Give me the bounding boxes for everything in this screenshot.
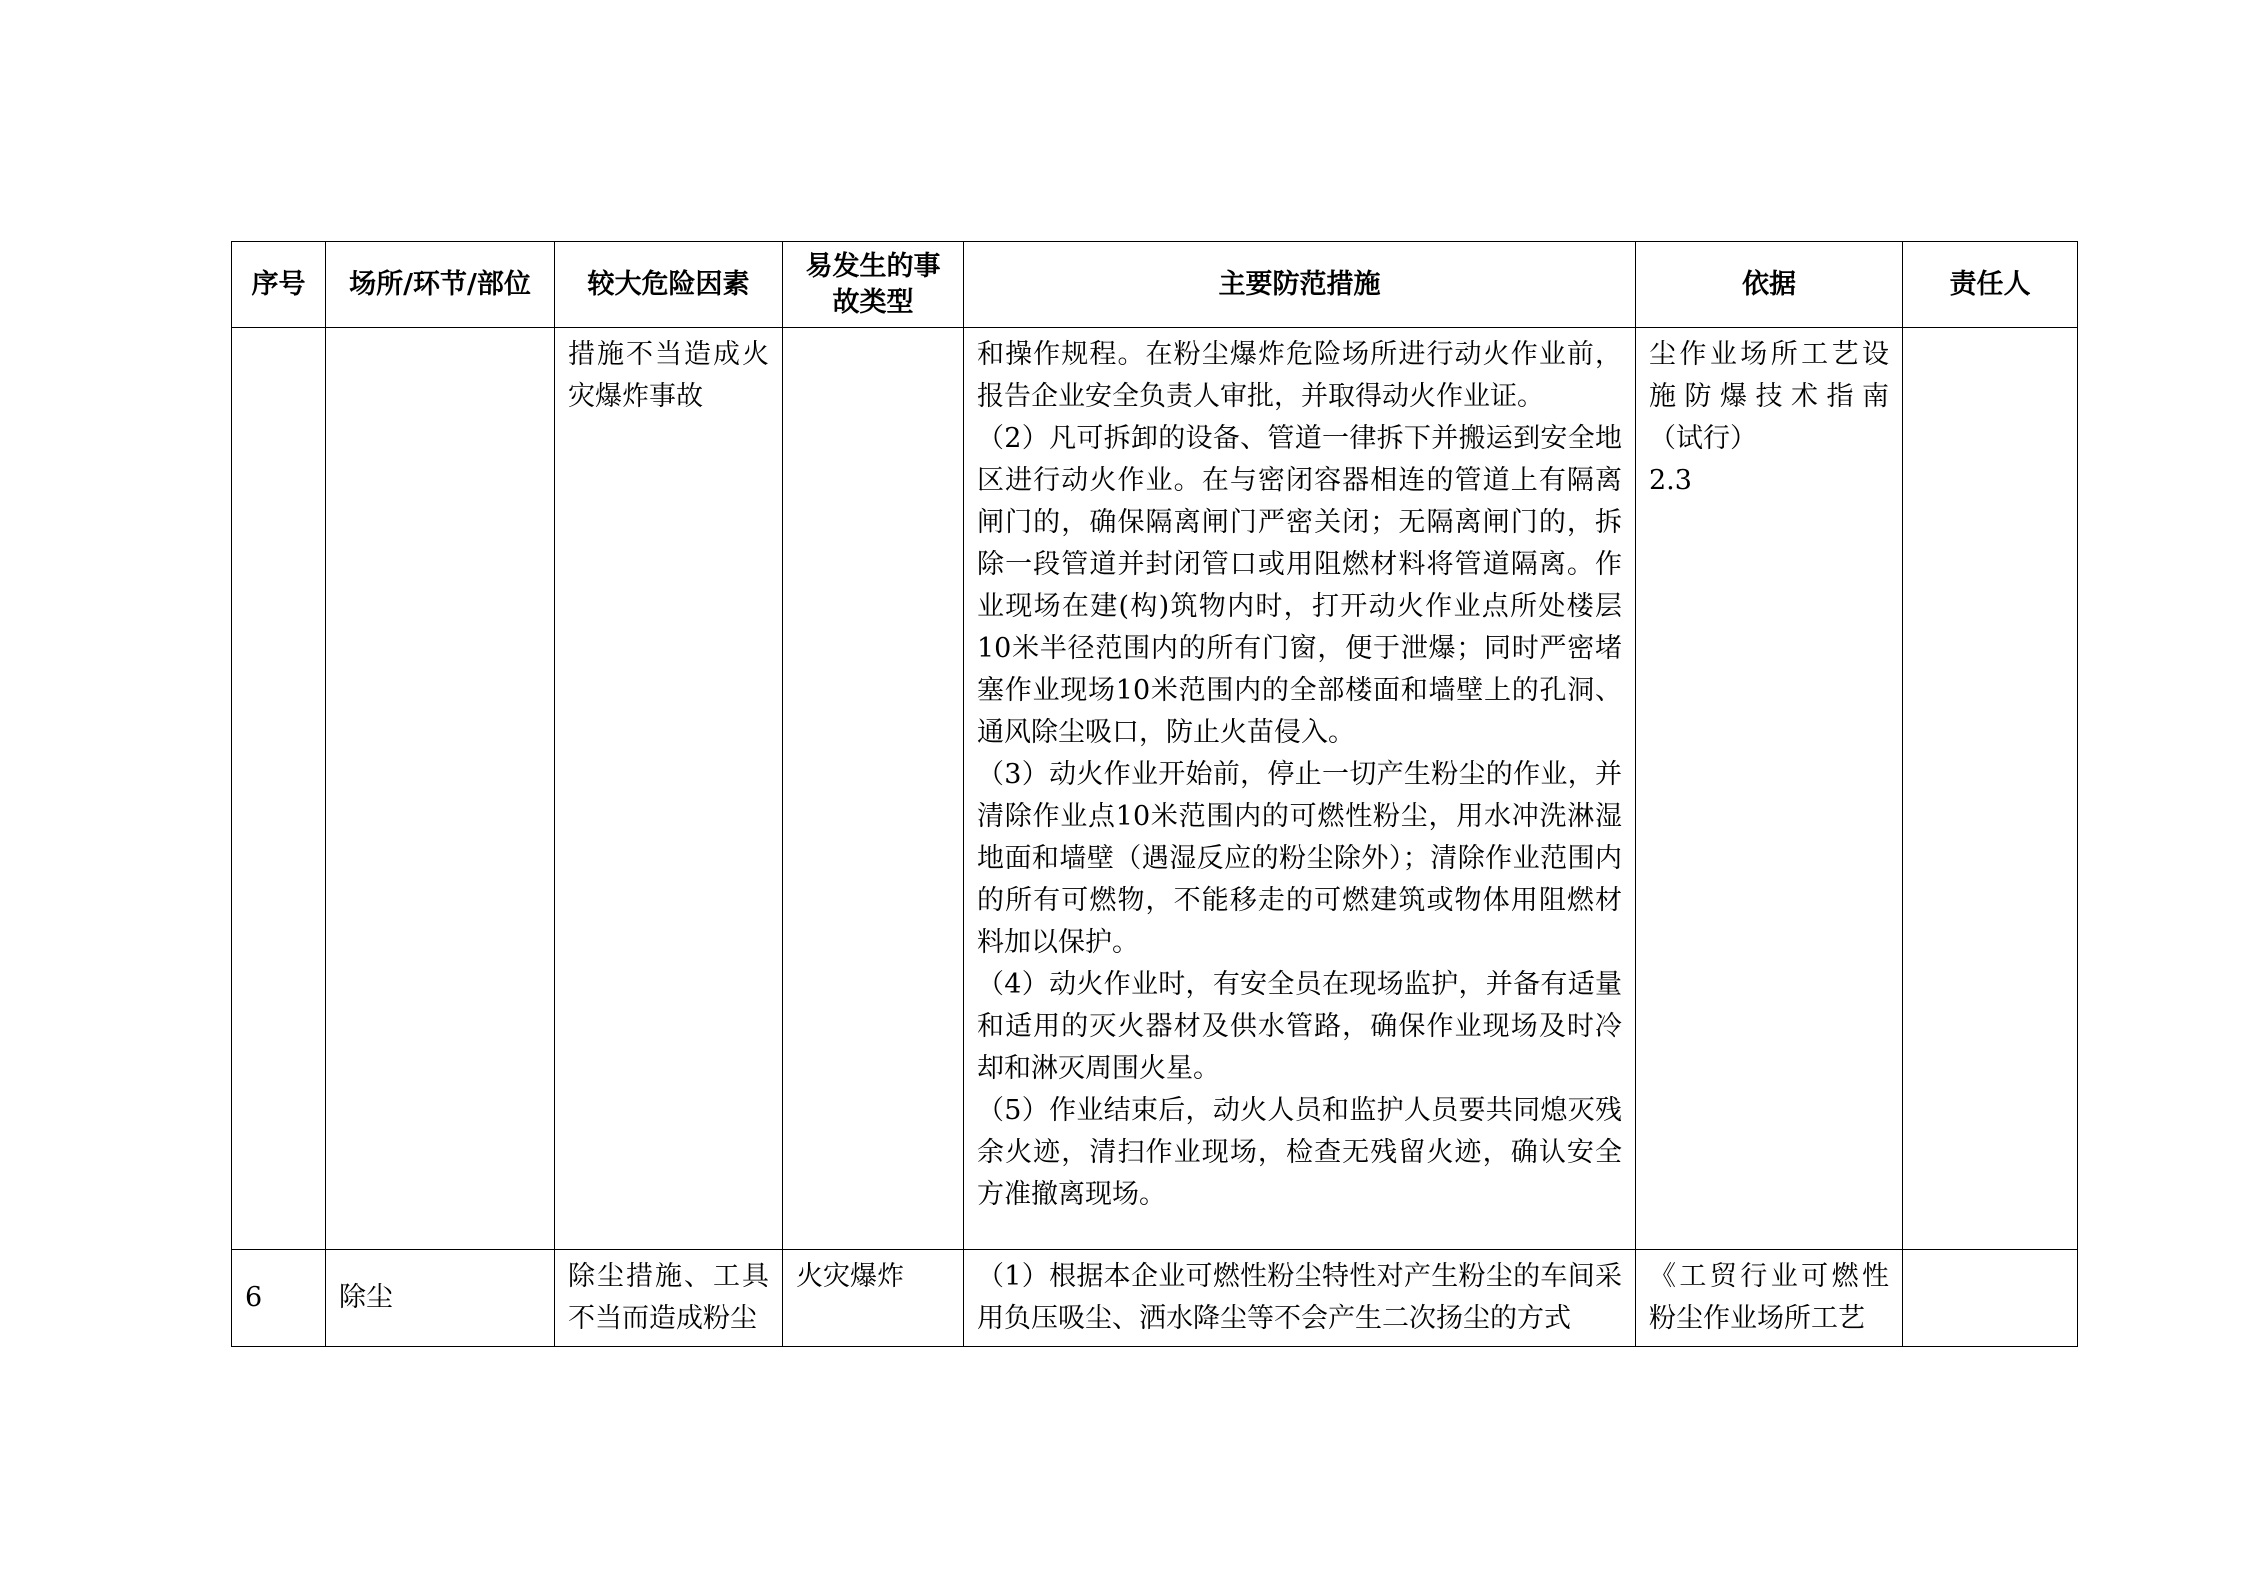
header-owner: 责任人 [1903, 242, 2078, 328]
header-accident-line1: 易发生的事 [805, 250, 941, 282]
measure-paragraph: 和操作规程。在粉尘爆炸危险场所进行动火作业前，报告企业安全负责人审批，并取得动火作业证。 [977, 339, 1622, 412]
measure-paragraph: （2）凡可拆卸的设备、管道一律拆下并搬运到安全地区进行动火作业。在与密闭容器相连的管道上有隔离闸门的，确保隔离闸门严密关闭；无隔离闸门的，拆除一段管道并封闭管口或用阻燃材料将管道隔离。作业现场在建(构)筑物内时，打开动火作业点所处楼层10米半径范围内的所有门窗，便于泄爆；同时严密堵塞作业现场10米范围内的全部楼面和墙壁上的孔洞、通风除尘吸口，防止火苗侵入。 [977, 423, 1622, 748]
table-header-row [232, 242, 2078, 328]
measure-paragraph: （1）根据本企业可燃性粉尘特性对产生粉尘的车间采用负压吸尘、洒水降尘等不会产生二次扬尘的方式 [977, 1261, 1622, 1334]
cell-owner [1903, 328, 2078, 1250]
cell-basis [1636, 328, 1903, 1250]
cell-seq: 6 [232, 1250, 326, 1347]
basis-text: 《工贸行业可燃性粉尘作业场所工艺 [1649, 1261, 1889, 1334]
cell-basis [1636, 1250, 1903, 1347]
hazard-table [231, 241, 2078, 1347]
cell-owner [1903, 1250, 2078, 1347]
cell-hazard: 除尘措施、工具不当而造成粉尘 [555, 1250, 783, 1347]
cell-measures [964, 328, 1636, 1250]
cell-location: 除尘 [326, 1250, 555, 1347]
header-basis: 依据 [1636, 242, 1903, 328]
measure-paragraph: （3）动火作业开始前，停止一切产生粉尘的作业，并清除作业点10米范围内的可燃性粉尘，用水冲洗淋湿地面和墙壁（遇湿反应的粉尘除外）；清除作业范围内的所有可燃物，不能移走的可燃建筑或物体用阻燃材料加以保护。 [977, 759, 1622, 958]
header-location: 场所/环节/部位 [326, 242, 555, 328]
header-accident-line2: 故类型 [832, 286, 914, 318]
header-measures: 主要防范措施 [964, 242, 1636, 328]
header-accident-type [783, 242, 964, 328]
cell-seq [232, 328, 326, 1250]
measure-paragraph: （5）作业结束后，动火人员和监护人员要共同熄灭残余火迹，清扫作业现场，检查无残留火迹，确认安全方准撤离现场。 [977, 1095, 1622, 1210]
header-seq: 序号 [232, 242, 326, 328]
header-hazard: 较大危险因素 [555, 242, 783, 328]
cell-measures [964, 1250, 1636, 1347]
table-row [232, 1250, 2078, 1347]
table-row [232, 328, 2078, 1250]
basis-text: 尘作业场所工艺设施防爆技术指南（试行） [1649, 339, 1889, 454]
cell-accident-type [783, 328, 964, 1250]
cell-hazard: 措施不当造成火灾爆炸事故 [555, 328, 783, 1250]
cell-accident-type: 火灾爆炸 [783, 1250, 964, 1347]
cell-location [326, 328, 555, 1250]
measure-paragraph: （4）动火作业时，有安全员在现场监护，并备有适量和适用的灭火器材及供水管路，确保作业现场及时冷却和淋灭周围火星。 [977, 969, 1622, 1084]
basis-clause: 2.3 [1649, 465, 1692, 496]
